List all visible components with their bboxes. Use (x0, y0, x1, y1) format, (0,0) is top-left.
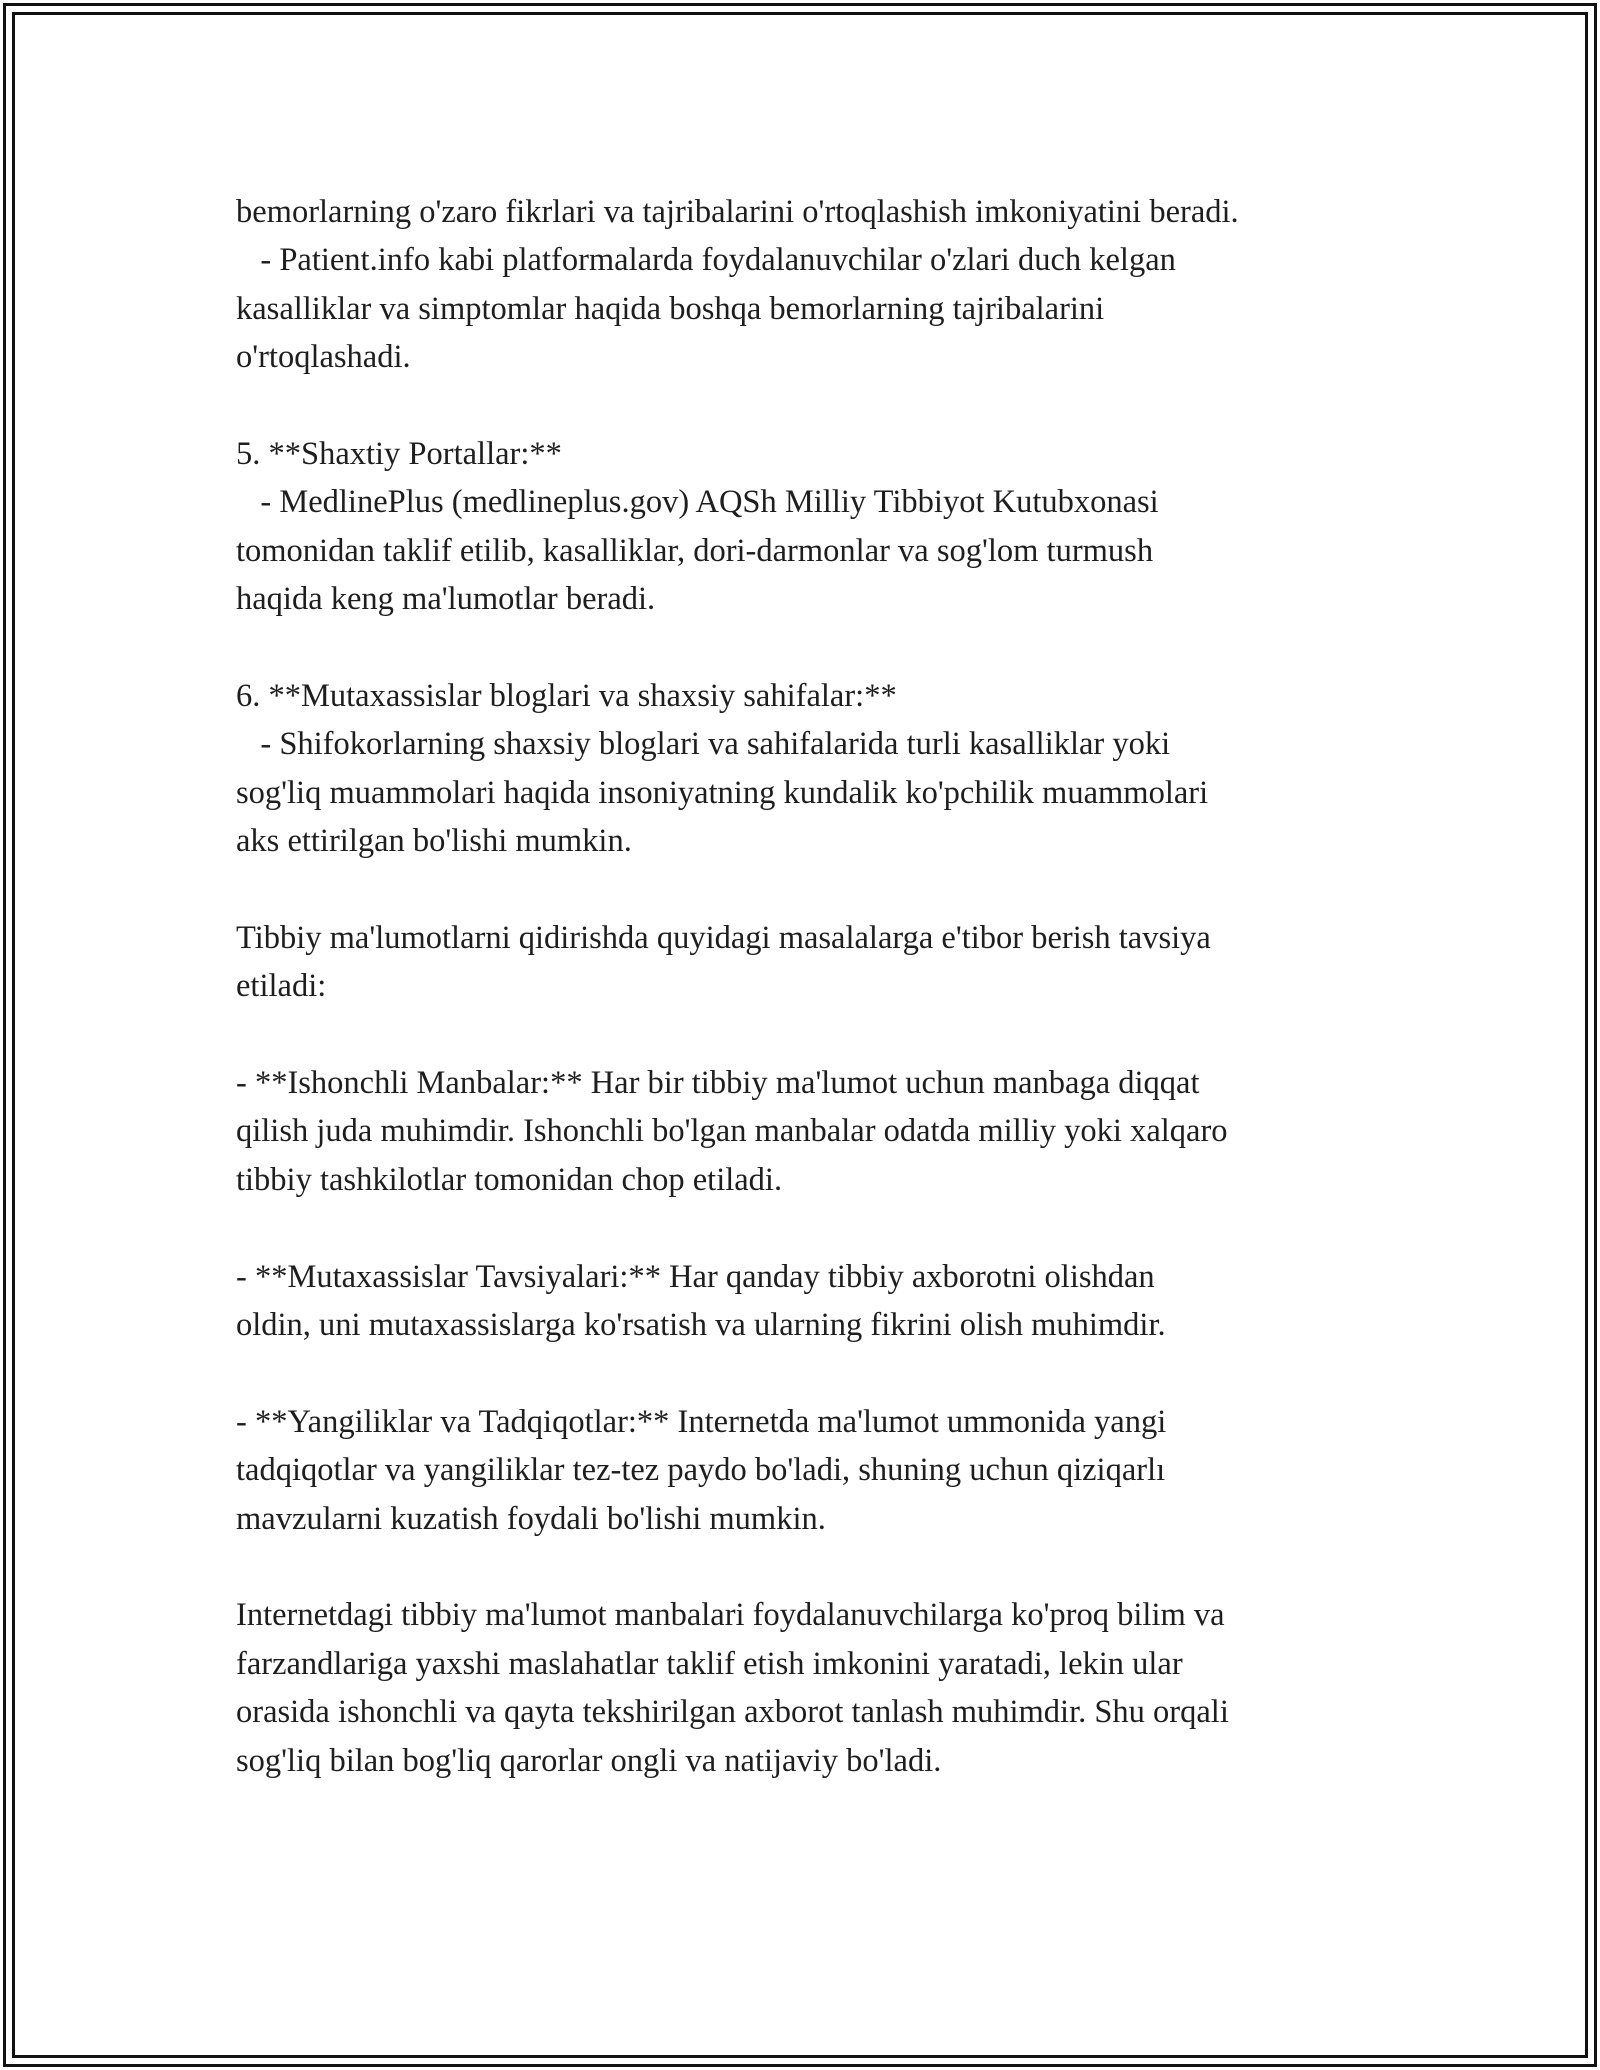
blank-line (236, 382, 1396, 430)
text-line: - MedlinePlus (medlineplus.gov) AQSh Milliy Tibbiyot Kutubxonasi (236, 484, 1159, 521)
text-line: orasida ishonchli va qayta tekshirilgan axborot tanlash muhimdir. Shu orqali (236, 1694, 1229, 1731)
text-line: - **Yangiliklar va Tadqiqotlar:** Internetda ma'lumot ummonida yangi (236, 1403, 1167, 1440)
text-line: 6. **Mutaxassislar bloglari va shaxsiy sahifalar:** (236, 677, 897, 714)
blank-line (236, 865, 1396, 913)
text-line: 5. **Shaxtiy Portallar:** (236, 435, 562, 472)
text-line: haqida keng ma'lumotlar beradi. (236, 581, 656, 618)
text-line: - **Mutaxassislar Tavsiyalari:** Har qanday tibbiy axborotni olishdan (236, 1258, 1155, 1295)
text-line: sog'liq bilan bog'liq qarorlar ongli va natijaviy bo'ladi. (236, 1742, 942, 1779)
document-body (236, 188, 1396, 1785)
text-line: - **Ishonchli Manbalar:** Har bir tibbiy ma'lumot uchun manbaga diqqat (236, 1065, 1200, 1102)
text-line: bemorlarning o'zaro fikrlari va tajribalarini o'rtoqlashish imkoniyatini beradi. (236, 194, 1239, 230)
blank-line (236, 1543, 1396, 1591)
text-line: o'rtoqlashadi. (236, 339, 411, 376)
text-line: Internetdagi tibbiy ma'lumot manbalari foydalanuvchilarga ko'proq bilim va (236, 1597, 1225, 1634)
blank-line (236, 624, 1396, 672)
text-line: etiladi: (236, 968, 327, 1005)
text-line: tibbiy tashkilotlar tomonidan chop etiladi. (236, 1161, 783, 1198)
text-line: tomonidan taklif etilib, kasalliklar, dori-darmonlar va sog'lom turmush (236, 532, 1154, 569)
text-line: aks ettirilgan bo'lishi mumkin. (236, 823, 632, 860)
text-line: qilish juda muhimdir. Ishonchli bo'lgan manbalar odatda milliy yoki xalqaro (236, 1113, 1228, 1150)
text-line: - Shifokorlarning shaxsiy bloglari va sahifalarida turli kasalliklar yoki (236, 726, 1171, 763)
text-line: tadqiqotlar va yangiliklar tez-tez paydo bo'ladi, shuning uchun qiziqarlı (236, 1452, 1166, 1489)
text-line: Tibbiy ma'lumotlarni qidirishda quyidagi masalalarga e'tibor berish tavsiya (236, 919, 1211, 956)
text-line: farzandlariga yaxshi maslahatlar taklif etish imkonini yaratadi, lekin ular (236, 1645, 1183, 1682)
blank-line (236, 1204, 1396, 1252)
blank-line (236, 1011, 1396, 1059)
text-line: mavzularni kuzatish foydali bo'lishi mumkin. (236, 1500, 826, 1537)
blank-line (236, 1349, 1396, 1397)
text-line: sog'liq muammolari haqida insoniyatning kundalik ko'pchilik muammolari (236, 774, 1209, 811)
text-line: oldin, uni mutaxassislarga ko'rsatish va ularning fikrini olish muhimdir. (236, 1306, 1166, 1343)
text-line: kasalliklar va simptomlar haqida boshqa bemorlarning tajribalarini (236, 290, 1105, 327)
text-line: - Patient.info kabi platformalarda foydalanuvchilar o'zlari duch kelgan (236, 242, 1176, 279)
